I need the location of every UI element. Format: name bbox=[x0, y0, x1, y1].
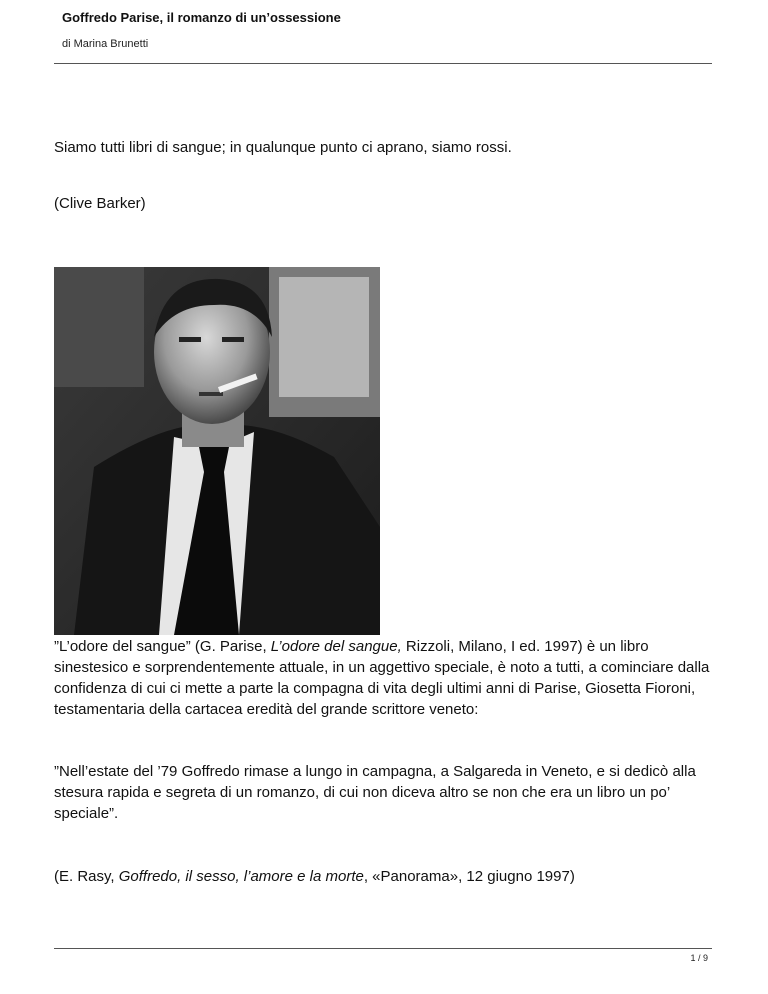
header-divider bbox=[54, 63, 712, 64]
portrait-photo-icon bbox=[54, 267, 380, 635]
epigraph-quote: Siamo tutti libri di sangue; in qualunque punto ci aprano, siamo rossi. bbox=[54, 139, 512, 156]
footer-divider bbox=[54, 948, 712, 949]
body-paragraph-1 bbox=[54, 636, 714, 720]
body-paragraph-1-part-a: ”L’odore del sangue” (G. Parise, bbox=[54, 638, 271, 655]
citation-part-c: , «Panorama», 12 giugno 1997) bbox=[363, 868, 575, 885]
body-quote: ”Nell’estate del ’79 Goffredo rimase a lungo in campagna, a Salgareda in Veneto, e si dedicò alla stesura rapida e segreta di un romanzo, di cui non diceva altro se non che era un libro un po’ speciale”. bbox=[54, 763, 696, 822]
document-author: di Marina Brunetti bbox=[62, 38, 149, 50]
quote-citation bbox=[54, 866, 714, 887]
epigraph-attribution: (Clive Barker) bbox=[54, 195, 146, 212]
page-number: 1 / 9 bbox=[690, 953, 708, 963]
citation-part-a: (E. Rasy, bbox=[54, 868, 119, 885]
portrait-photo bbox=[54, 267, 380, 635]
document-title: Goffredo Parise, il romanzo di un’ossessione bbox=[62, 10, 341, 25]
body-paragraph-1-part-c: Rizzoli, Milano, I ed. 1997) è un libro sinestesico e sorprendentemente attuale, in un aggettivo speciale, è noto a tutti, a cominciare dalla confidenza di cui ci mette a parte la compagna di vita degli ultimi anni di Parise, Giosetta Fioroni, testamentaria della cartacea eredità del grande scrittore veneto: bbox=[54, 638, 710, 718]
article-title: Goffredo, il sesso, l’amore e la morte bbox=[118, 868, 364, 885]
book-title: L’odore del sangue, bbox=[270, 638, 402, 655]
